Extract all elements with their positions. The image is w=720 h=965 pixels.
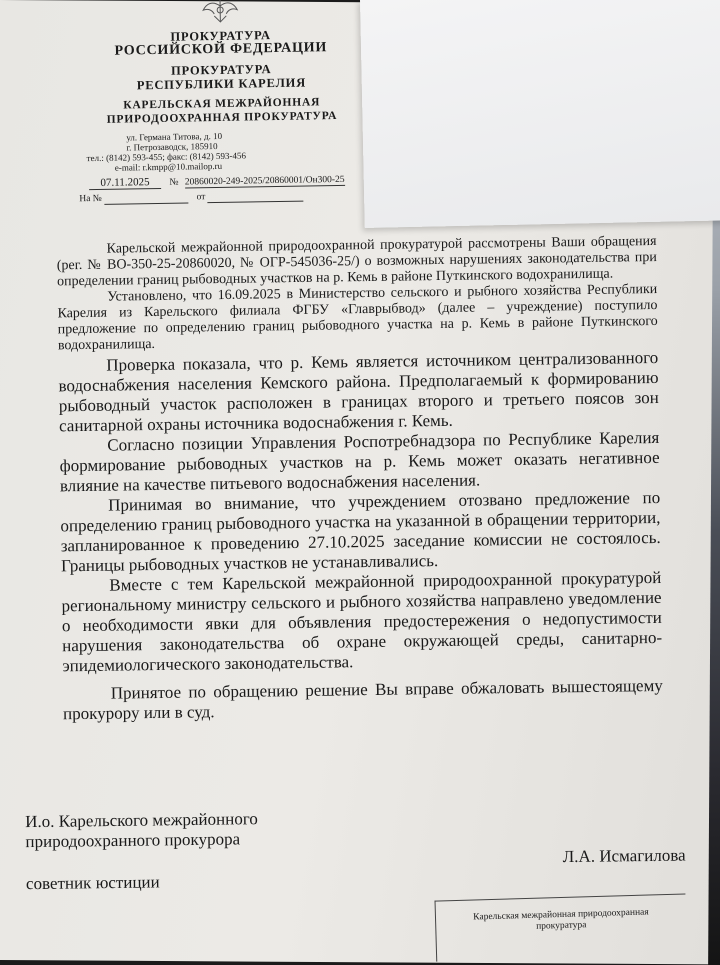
address-block <box>72 128 373 173</box>
registration-number: 20860020-249-2025/20860001/Он300-25 <box>184 174 345 188</box>
address-street: ул. Германа Титова, д. 10 <box>126 130 223 143</box>
signatory-name: Л.А. Исмагилова <box>562 845 686 867</box>
org-line-4: РЕСПУБЛИКИ КАРЕЛИЯ <box>136 75 307 93</box>
paragraph-6: Вместе с тем Карельской межрайонной природоохранной прокуратурой региональному министру сельского и рыбного хозяйства направлено уведомление о необходимости явки для объявления предостережения о недопустимости нарушения законодательства об охране окружающей среды, санитарно-эпидемиологического законодательства. <box>61 567 663 676</box>
ref-number-label: На № <box>79 193 102 205</box>
signature-block <box>25 804 686 895</box>
paragraph-7: Принятое по обращению решение Вы вправе обжаловать вышестоящему прокурору или в суд. <box>62 675 663 724</box>
registration-line <box>89 172 373 190</box>
letterhead <box>70 0 373 205</box>
paragraph-3: Проверка показала, что р. Кемь является источником централизованного водоснабжения населения Кемского района. Предполагаемый к формированию рыбоводный участок расположен в границах второго и третьего поясов зон санитарной охраны источника водоснабжения г. Кемь. <box>58 347 659 436</box>
org-line-3: ПРОКУРАТУРА <box>170 62 272 78</box>
overlapping-paper <box>360 0 720 228</box>
paragraph-2: Установлено, что 16.09.2025 в Министерство сельского и рыбного хозяйства Республики Карелия из Карельского филиала ФГБУ «Главрыбвод» (далее – учреждение) поступило предложение по определению границ рыбоводного участка на р. Кемь в районе Путкинского водохранилища. <box>57 281 658 354</box>
address-email: e-mail: r.kmpp@10.mailop.ru <box>114 160 223 173</box>
org-line-5: КАРЕЛЬСКАЯ МЕЖРАЙОННАЯ <box>123 96 321 112</box>
body-large-text <box>58 348 663 724</box>
registry-stamp <box>435 893 688 961</box>
address-city: г. Петрозаводск, 185910 <box>126 141 218 153</box>
reference-line <box>79 189 373 205</box>
stamp-line-1: Карельская межрайонная природоохранная <box>473 907 649 923</box>
body-small-text <box>57 234 659 354</box>
ref-number-blank <box>104 192 188 204</box>
signatory-rank: советник юстиции <box>25 872 160 894</box>
emblem-icon <box>200 0 240 24</box>
org-line-6: ПРИРОДООХРАННАЯ ПРОКУРАТУРА <box>106 110 338 126</box>
position-line-1: И.о. Карельского межрайонного <box>25 809 258 832</box>
letter-date: 07.11.2025 <box>89 176 161 190</box>
ref-from-blank <box>208 191 304 204</box>
paragraph-1: Карельской межрайонной природоохранной прокуратурой рассмотрены Ваши обращения (рег. № ВО-350-25-20860020, № ОГР-545036-25/) о возможных нарушениях законодательства при определении границ рыбоводных участков на р. Кемь в районе Путкинского водохранилища. <box>56 233 657 290</box>
position-line-2: природоохранного прокурора <box>25 829 241 852</box>
letter-body <box>57 234 664 724</box>
stamp-line-2: прокуратура <box>536 920 587 932</box>
paragraph-5: Принимая во внимание, что учреждением отозвано предложение по определению границ рыбоводного участка на указанной в обращении территории, запланированное к проведению 27.10.2025 заседание комиссии не состоялось. Границы рыбоводных участков не устанавливались. <box>60 487 661 576</box>
address-phone: тел.: (8142) 593-455; факс: (8142) 593-456 <box>86 150 247 164</box>
org-line-1: ПРОКУРАТУРА <box>170 28 271 44</box>
org-line-2: РОССИЙСКОЙ ФЕДЕРАЦИИ <box>114 40 328 59</box>
ref-from-label: от <box>196 192 206 203</box>
signatory-position <box>25 804 685 853</box>
paragraph-4: Согласно позиции Управления Роспотребнадзора по Республике Карелия формирование рыбоводных участков на р. Кемь может оказать негативное влияние на качестве питьевого водоснабжения населения. <box>59 427 660 496</box>
number-sign: № <box>169 177 179 188</box>
